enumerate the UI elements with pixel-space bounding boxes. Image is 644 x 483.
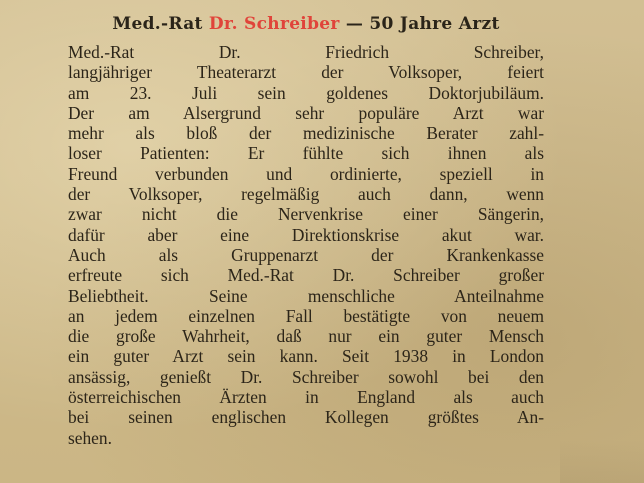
article-line: am 23. Juli sein goldenes Doktorjubiläum. bbox=[68, 82, 544, 103]
article-line-last: sehen. bbox=[68, 427, 112, 448]
article-line: österreichischen Ärzten in England als auch bbox=[68, 387, 544, 408]
headline-suffix: — 50 Jahre Arzt bbox=[339, 14, 500, 34]
article-line: erfreute sich Med.-Rat Dr. Schreiber großer bbox=[68, 265, 544, 286]
article-line: ansässig, genießt Dr. Schreiber sowohl bei den bbox=[68, 366, 544, 387]
article-line: dafür aber eine Direktionskrise akut war. bbox=[68, 224, 544, 245]
article-body bbox=[68, 42, 544, 448]
paper-shadow bbox=[560, 440, 644, 483]
article-headline bbox=[68, 14, 544, 34]
article-line: Beliebtheit. Seine menschliche Anteilnahme bbox=[68, 285, 544, 306]
article-line: der Volksoper, regelmäßig auch dann, wenn bbox=[68, 184, 544, 205]
article-line: Auch als Gruppenarzt der Krankenkasse bbox=[68, 244, 544, 265]
headline-prefix: Med.-Rat bbox=[112, 14, 209, 34]
article-line: langjähriger Theaterarzt der Volksoper, feiert bbox=[68, 62, 544, 83]
article-line: ein guter Arzt sein kann. Seit 1938 in London bbox=[68, 346, 544, 367]
article-line: Freund verbunden und ordinierte, speziell in bbox=[68, 163, 544, 184]
article-line: mehr als bloß der medizinische Berater zahl- bbox=[68, 123, 544, 144]
article-line: loser Patienten: Er fühlte sich ihnen als bbox=[68, 143, 544, 164]
article-line: zwar nicht die Nervenkrise einer Sängerin, bbox=[68, 204, 544, 225]
article-line: bei seinen englischen Kollegen größtes An- bbox=[68, 407, 544, 428]
article-line: an jedem einzelnen Fall bestätigte von neuem bbox=[68, 305, 544, 326]
article-line: Med.-Rat Dr. Friedrich Schreiber, bbox=[68, 42, 544, 62]
article-line: Der am Alsergrund sehr populäre Arzt war bbox=[68, 102, 544, 123]
newspaper-clipping bbox=[68, 10, 544, 480]
headline-highlighted-name: Dr. Schreiber bbox=[208, 14, 340, 34]
article-line: die große Wahrheit, daß nur ein guter Mensch bbox=[68, 326, 544, 347]
